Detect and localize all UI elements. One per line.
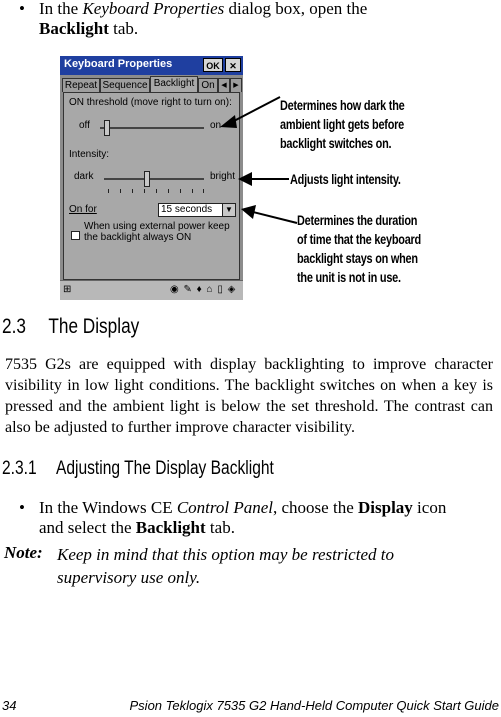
- tab-name: Backlight: [39, 19, 109, 38]
- section-number: 2.3: [2, 315, 26, 338]
- dialog-name: Keyboard Properties: [82, 0, 225, 18]
- backlight-tab-name: Backlight: [135, 518, 206, 537]
- callout-intensity: [290, 170, 401, 189]
- callout-duration: [297, 211, 421, 287]
- on-for-value: 15 seconds: [161, 204, 213, 215]
- on-label: on: [210, 120, 222, 131]
- bullet2-line2-pre: and select the: [39, 518, 136, 537]
- callout-threshold-line3: backlight switches on.: [280, 135, 392, 151]
- start-icon[interactable]: ⊞: [63, 284, 72, 295]
- dialog-title: Keyboard Properties: [64, 58, 173, 70]
- intro-text-pre: In the: [39, 0, 83, 18]
- callout-arrows: [0, 0, 501, 300]
- ok-button[interactable]: OK: [203, 58, 223, 72]
- callout-threshold: [280, 96, 404, 153]
- section-title: The Display: [48, 315, 140, 338]
- off-label: off: [79, 120, 90, 131]
- tab-repeat[interactable]: Repeat: [62, 78, 100, 92]
- on-for-label: On for: [69, 204, 97, 215]
- intensity-label: Intensity:: [69, 149, 110, 160]
- duration-arrow: [241, 205, 297, 223]
- bright-label: bright: [210, 171, 236, 182]
- tab-scroll-left-icon[interactable]: ◀: [218, 78, 230, 92]
- bullet2-text-mid: , choose the: [273, 498, 358, 517]
- callout-intensity-line1: Adjusts light intensity.: [290, 171, 401, 187]
- subsection-number: 2.3.1: [2, 458, 37, 479]
- callout-duration-line1: Determines the duration: [297, 212, 418, 228]
- page-number: 34: [2, 698, 17, 713]
- guide-title: Psion Teklogix 7535 G2 Hand-Held Computer Quick Start Guide: [129, 698, 499, 713]
- chevron-down-icon[interactable]: ▼: [222, 204, 235, 216]
- callout-duration-line4: the unit is not in use.: [297, 269, 401, 285]
- on-threshold-label: ON threshold (move right to turn on):: [69, 97, 232, 108]
- note-line1: Keep in mind that this option may be restricted to: [57, 545, 394, 564]
- callout-threshold-line2: ambient light gets before: [280, 116, 404, 132]
- intro-text-post: tab.: [108, 19, 139, 38]
- external-power-label-line2: the backlight always ON: [84, 232, 192, 243]
- intro-text-mid: dialog box, open the: [224, 0, 368, 18]
- close-button[interactable]: ✕: [225, 58, 241, 72]
- tab-sequence[interactable]: Sequence: [100, 78, 150, 92]
- bullet2-instruction: [39, 498, 499, 538]
- bullet2-text-mid2: icon: [412, 498, 447, 517]
- note-label: Note:: [4, 543, 43, 562]
- display-word: Display: [358, 498, 413, 517]
- note-line2: supervisory use only.: [57, 568, 201, 587]
- callout-threshold-line1: Determines how dark the: [280, 97, 405, 113]
- note-text: [57, 543, 487, 589]
- tab-on[interactable]: On: [198, 78, 218, 92]
- dark-label: dark: [74, 171, 94, 182]
- callout-duration-line3: backlight stays on when: [297, 250, 418, 266]
- section-heading: [2, 315, 139, 339]
- subsection-heading: [2, 458, 274, 480]
- bullet2-symbol: •: [19, 498, 25, 517]
- tab-scroll-right-icon[interactable]: ▶: [230, 78, 242, 92]
- display-paragraph: 7535 G2s are equipped with display backlighting to improve character visibility in low light conditions. The backlight switches on when a key is pressed and the ambient light is below the set threshold. The contrast can also be adjusted to further improve character visibility.: [5, 356, 493, 436]
- bullet2-text-post: tab.: [205, 518, 235, 537]
- bullet-symbol: •: [19, 0, 25, 18]
- bullet2-text-pre: In the Windows CE: [39, 498, 177, 517]
- external-power-label-line1: When using external power keep: [84, 221, 230, 232]
- threshold-arrow: [220, 97, 280, 128]
- subsection-title: Adjusting The Display Backlight: [55, 458, 274, 479]
- intensity-arrow: [238, 172, 289, 186]
- control-panel-name: Control Panel: [176, 498, 274, 517]
- tab-backlight[interactable]: Backlight: [150, 76, 198, 92]
- tray-icons: ◉ ✎ ♦ ⌂ ▯ ◈: [170, 284, 237, 295]
- callout-duration-line2: of time that the keyboard: [297, 231, 422, 247]
